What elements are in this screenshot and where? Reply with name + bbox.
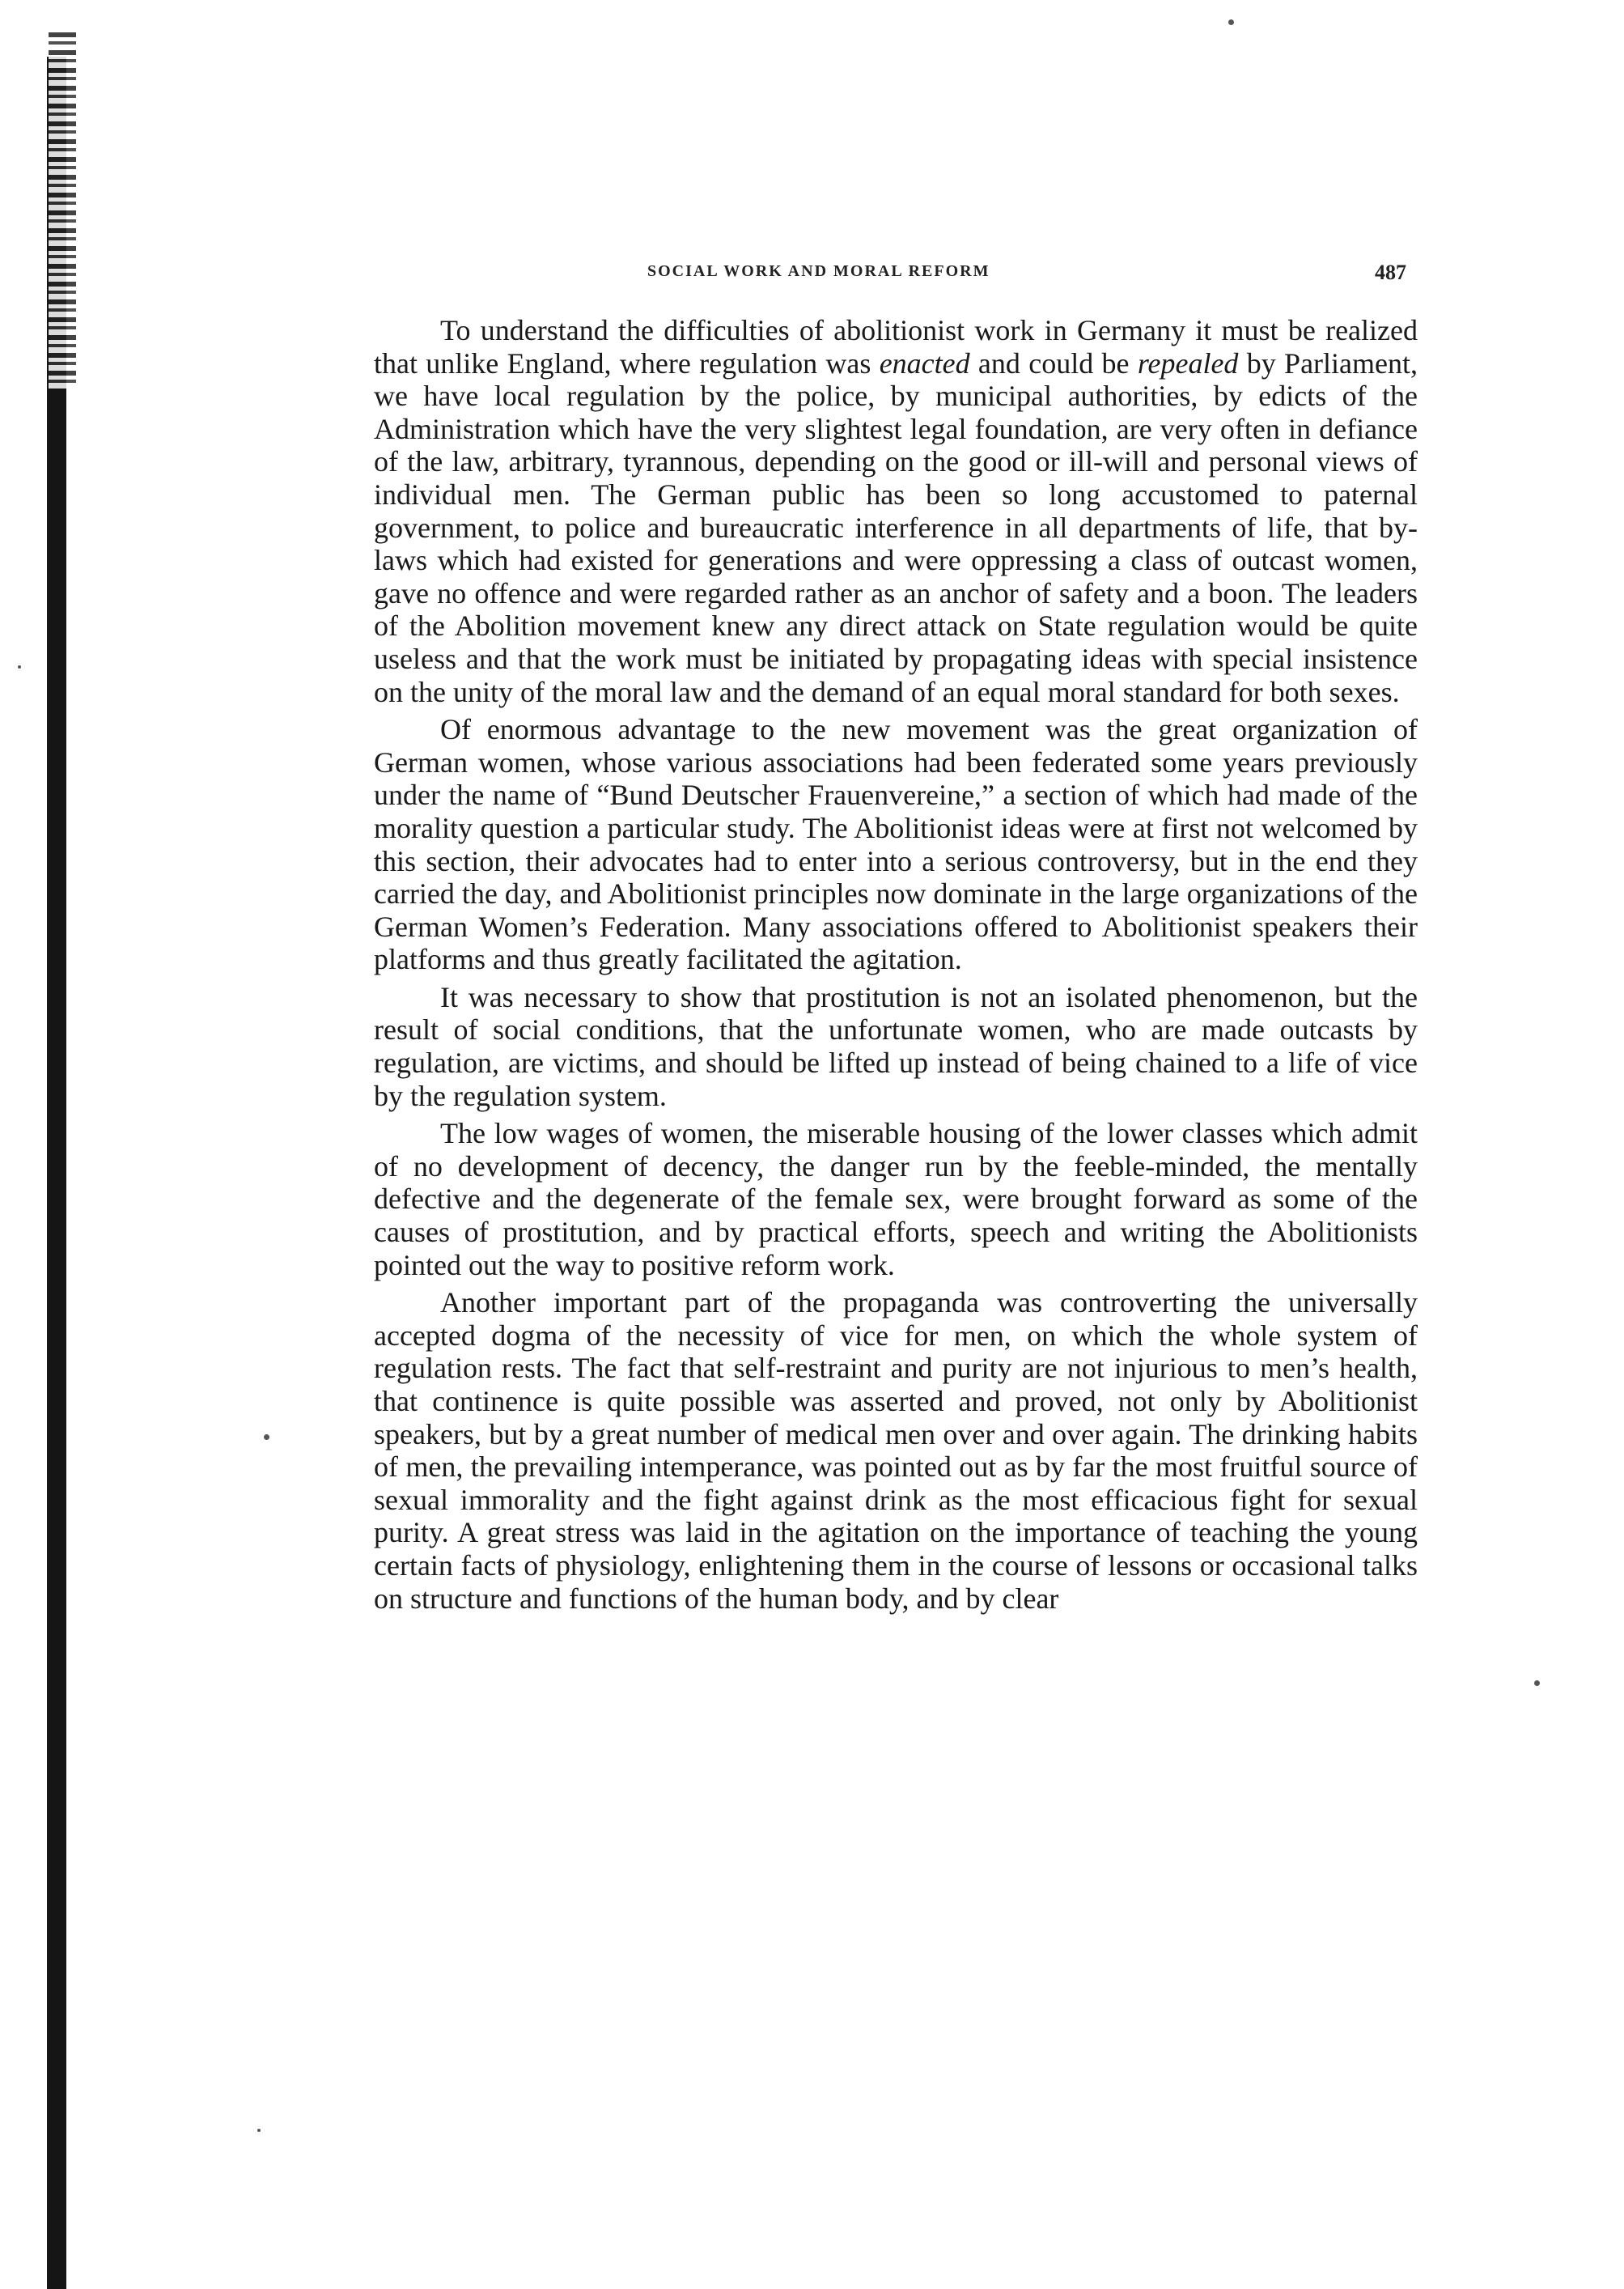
scan-speck (257, 2129, 261, 2132)
binding-edge (47, 57, 66, 2289)
paragraph (374, 314, 1418, 708)
italic-text: enacted (879, 346, 970, 380)
running-head: SOCIAL WORK AND MORAL REFORM (647, 262, 990, 280)
paragraph: It was necessary to show that prostitution is not an isolated phenomenon, but the result of social conditions, that the unfortunate women, who are made outcasts by regulation, are victims, and should be lifted up instead of being chained to a life of vice by the regulation system. (374, 980, 1418, 1112)
scan-speck (18, 665, 21, 669)
paragraph-text: To understand the difficulties of abolitionist work in Germany it must be realized that unlike England, where regulation was (374, 314, 1418, 380)
scan-speck (264, 1434, 269, 1440)
body-text (374, 314, 1418, 2111)
binding-fray (49, 32, 76, 389)
paragraph-text: and could be (969, 346, 1138, 380)
scan-speck (1228, 19, 1234, 25)
page-number: 487 (1375, 261, 1406, 284)
paragraph: Of enormous advantage to the new movement was the great organization of German women, whose various associations had been federated some years previously under the name of “Bund Deutscher Frauenvereine,” a section of which had made of the morality question a particular study. The Abolitionist ideas were at first not welcomed by this section, their advocates had to enter into a serious controversy, but in the end they carried the day, and Abolitionist principles now dominate in the large organizations of the German Women’s Federation. Many associations offered to Abolitionist speakers their platforms and thus greatly facilitated the agitation. (374, 713, 1418, 976)
paragraph: Another important part of the propaganda was controverting the universally accepted dogma of the necessity of vice for men, on which the whole system of regulation rests. The fact that self-restraint and purity are not injurious to men’s health, that continence is quite possible was asserted and proved, not only by Abolitionist speakers, but by a great number of medical men over and over again. The drinking habits of men, the prevailing intemperance, was pointed out as by far the most fruitful source of sexual immorality and the fight against drink as the most efficacious fight for sexual purity. A great stress was laid in the agitation on the importance of teaching the young certain facts of physiology, enlightening them in the course of lessons or occasional talks on structure and functions of the human body, and by clear (374, 1286, 1418, 1615)
paragraph-text: by Parliament, we have local regulation by the police, by municipal authorities, by edicts of the Administration which have the very slightest legal foundation, are very often in defiance of the law, arbitrary, tyrannous, depending on the good or ill-will and personal views of individual men. The German public has been so long accustomed to paternal government, to police and bureaucratic interference in all departments of life, that by-laws which had existed for generations and were oppressing a class of outcast women, gave no offence and were regarded rather as an anchor of safety and a boon. The leaders of the Abolition movement knew any direct attack on State regulation would be quite useless and that the work must be initiated by propagating ideas with special insistence on the unity of the moral law and the demand of an equal moral standard for both sexes. (374, 346, 1418, 708)
italic-text: repealed (1137, 346, 1239, 380)
paragraph: The low wages of women, the miserable housing of the lower classes which admit of no development of decency, the danger run by the feeble-minded, the mentally defective and the degenerate of the female sex, were brought forward as some of the causes of prostitution, and by practical efforts, speech and writing the Abolitionists pointed out the way to positive reform work. (374, 1117, 1418, 1281)
scan-speck (1534, 1680, 1540, 1686)
page-header (380, 261, 1414, 293)
